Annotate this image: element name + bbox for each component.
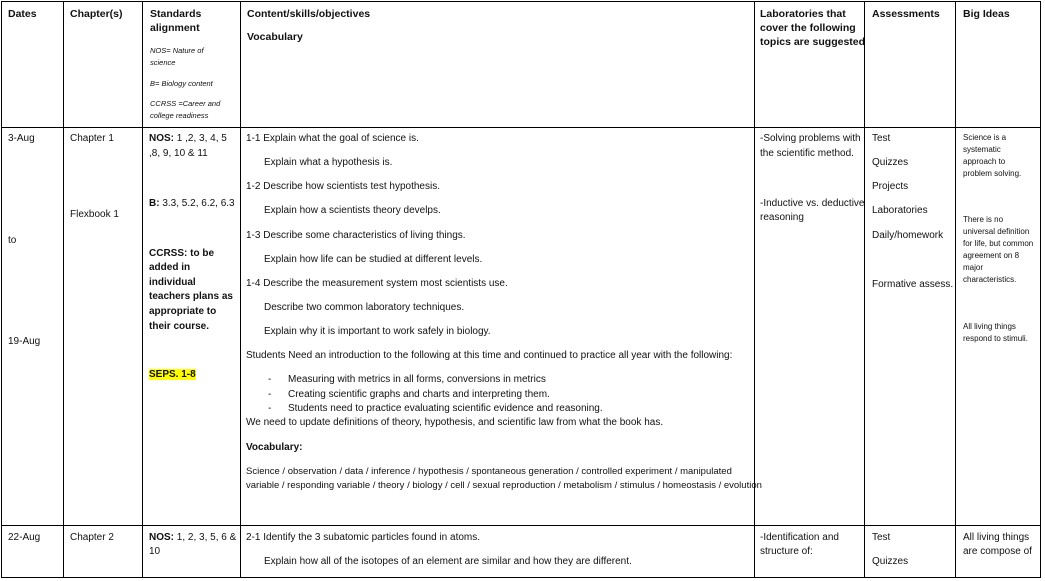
row1-nos-line1 — [149, 132, 227, 145]
lab-item: -Identification and — [760, 532, 839, 543]
row1-chapter: Chapter 1 — [70, 133, 114, 144]
objective-item: 1-4 Describe the measurement system most scientists use. — [246, 278, 508, 289]
header-labs-3: topics are suggested — [760, 36, 866, 48]
intro-text: Students Need an introduction to the following at this time and continued to practice all year with the following: — [246, 350, 733, 361]
objective-item: Explain how all of the isotopes of an element are similar and how they are different. — [264, 556, 632, 567]
assessment-item: Daily/homework — [872, 230, 944, 241]
assessment-item: Quizzes — [872, 157, 909, 168]
big-idea-line: universal definition — [963, 227, 1030, 236]
row1-seps — [149, 368, 196, 381]
big-idea-line: respond to stimuli. — [963, 334, 1028, 343]
bullet-item: Measuring with metrics in all forms, conversions in metrics — [288, 374, 546, 385]
assessment-item: Laboratories — [872, 205, 928, 216]
big-idea-line: for life, but common — [963, 239, 1034, 248]
ccrss-legend-2: college readiness — [150, 111, 209, 120]
header-standards-2: alignment — [150, 22, 200, 34]
objective-item: 1-1 Explain what the goal of science is. — [246, 133, 419, 144]
bullet-item: Students need to practice evaluating scientific evidence and reasoning. — [288, 403, 603, 414]
b-label: B: — [149, 198, 160, 209]
b-values: 3.3, 5.2, 6.2, 6.3 — [159, 198, 235, 209]
col-border-right — [1040, 1, 1041, 578]
bullet-marker: - — [268, 389, 272, 400]
big-idea-line: There is no — [963, 215, 1004, 224]
row2-chapter: Chapter 2 — [70, 532, 114, 543]
header-labs-1: Laboratories that — [760, 8, 846, 20]
lab-item: structure of: — [760, 546, 813, 557]
lab-item: -Inductive vs. deductive — [760, 198, 865, 209]
b-legend: B= Biology content — [150, 79, 213, 88]
objective-item: Describe two common laboratory techniques. — [264, 302, 465, 313]
table-border-top — [1, 1, 1041, 2]
header-content: Content/skills/objectives — [247, 8, 371, 20]
objective-item: 1-2 Describe how scientists test hypothesis. — [246, 181, 440, 192]
big-idea-line: agreement on 8 — [963, 251, 1020, 260]
row-divider — [1, 525, 1041, 526]
row1-ccrss-line: added in — [149, 262, 191, 273]
vocabulary-line: Science / observation / data / inference / hypothesis / spontaneous generation / controlled experiment / manipulated — [246, 466, 732, 477]
objective-item: Explain why it is important to work safely in biology. — [264, 326, 491, 337]
col-divider-dates — [63, 1, 64, 578]
header-standards-1: Standards — [150, 8, 202, 20]
big-idea-line: major — [963, 263, 984, 272]
header-labs-2: cover the following — [760, 22, 856, 34]
assessment-item: Projects — [872, 181, 909, 192]
row1-ccrss-line: teachers plans as — [149, 291, 233, 302]
row1-flexbook: Flexbook 1 — [70, 209, 119, 220]
row1-nos-line2: ,8, 9, 10 & 11 — [149, 148, 208, 159]
col-border-left — [1, 1, 2, 578]
vocabulary-line: variable / responding variable / theory / biology / cell / sexual reproduction / metabolism / stimulus / homeostasis / evolution — [246, 480, 762, 491]
nos-label: NOS: — [149, 133, 174, 144]
big-idea-line: systematic — [963, 145, 1001, 154]
lab-item: reasoning — [760, 212, 804, 223]
big-idea-line: Science is a — [963, 133, 1007, 142]
assessment-item: Test — [872, 532, 891, 543]
seps-highlight: SEPS. 1-8 — [149, 369, 196, 380]
col-divider-labs — [864, 1, 865, 578]
table-border-bottom — [1, 577, 1041, 578]
bullet-marker: - — [268, 374, 272, 385]
lab-item: -Solving problems with — [760, 133, 861, 144]
header-assessments: Assessments — [872, 8, 940, 20]
ccrss-legend-1: CCRSS =Career and — [150, 99, 221, 108]
row2-date-start: 22-Aug — [8, 532, 41, 543]
col-divider-assessments — [955, 1, 956, 578]
header-vocabulary: Vocabulary — [247, 31, 303, 43]
row1-date-end: 19-Aug — [8, 336, 41, 347]
nos-label: NOS: — [149, 532, 174, 543]
header-big-ideas: Big Ideas — [963, 8, 1010, 20]
nos-values: 1, 2, 3, 5, 6 & — [174, 532, 237, 543]
col-divider-standards — [240, 1, 241, 578]
header-chapters: Chapter(s) — [70, 8, 123, 20]
row1-b-standards — [149, 197, 235, 210]
bullet-marker: - — [268, 403, 272, 414]
big-idea-line: problem solving. — [963, 169, 1022, 178]
row2-nos-line2: 10 — [149, 546, 161, 557]
objective-item: Explain how a scientists theory develps. — [264, 205, 441, 216]
header-dates: Dates — [8, 8, 37, 20]
objective-item: Explain what a hypothesis is. — [264, 157, 393, 168]
row1-date-to: to — [8, 235, 17, 246]
bullet-item: Creating scientific graphs and charts and interpreting them. — [288, 389, 550, 400]
big-idea-line: are compose of — [963, 546, 1032, 557]
header-row-divider — [1, 127, 1041, 128]
nos-values: 1 ,2, 3, 4, 5 — [174, 133, 227, 144]
update-note: We need to update definitions of theory, hypothesis, and scientific law from what the book has. — [246, 417, 664, 428]
row1-date-start: 3-Aug — [8, 133, 35, 144]
row1-ccrss-line: their course. — [149, 321, 210, 332]
big-idea-line: approach to — [963, 157, 1006, 166]
big-idea-line: All living things — [963, 532, 1030, 543]
vocabulary-label: Vocabulary: — [246, 442, 303, 453]
objective-item: 1-3 Describe some characteristics of living things. — [246, 230, 466, 241]
assessment-item: Quizzes — [872, 556, 909, 567]
big-idea-line: characteristics. — [963, 275, 1017, 284]
objective-item: Explain how life can be studied at different levels. — [264, 254, 483, 265]
nos-legend-2: science — [150, 58, 176, 67]
nos-legend-1: NOS= Nature of — [150, 46, 204, 55]
lab-item: the scientific method. — [760, 148, 854, 159]
row1-ccrss-line: individual — [149, 277, 196, 288]
row1-ccrss-line: CCRSS: to be — [149, 248, 214, 259]
row1-ccrss-line: appropriate to — [149, 306, 217, 317]
objective-item: 2-1 Identify the 3 subatomic particles found in atoms. — [246, 532, 481, 543]
col-divider-chapters — [142, 1, 143, 578]
assessment-item: Formative assess. — [872, 279, 954, 290]
big-idea-line: All living things — [963, 322, 1016, 331]
row2-nos-line1 — [149, 531, 236, 544]
assessment-item: Test — [872, 133, 891, 144]
